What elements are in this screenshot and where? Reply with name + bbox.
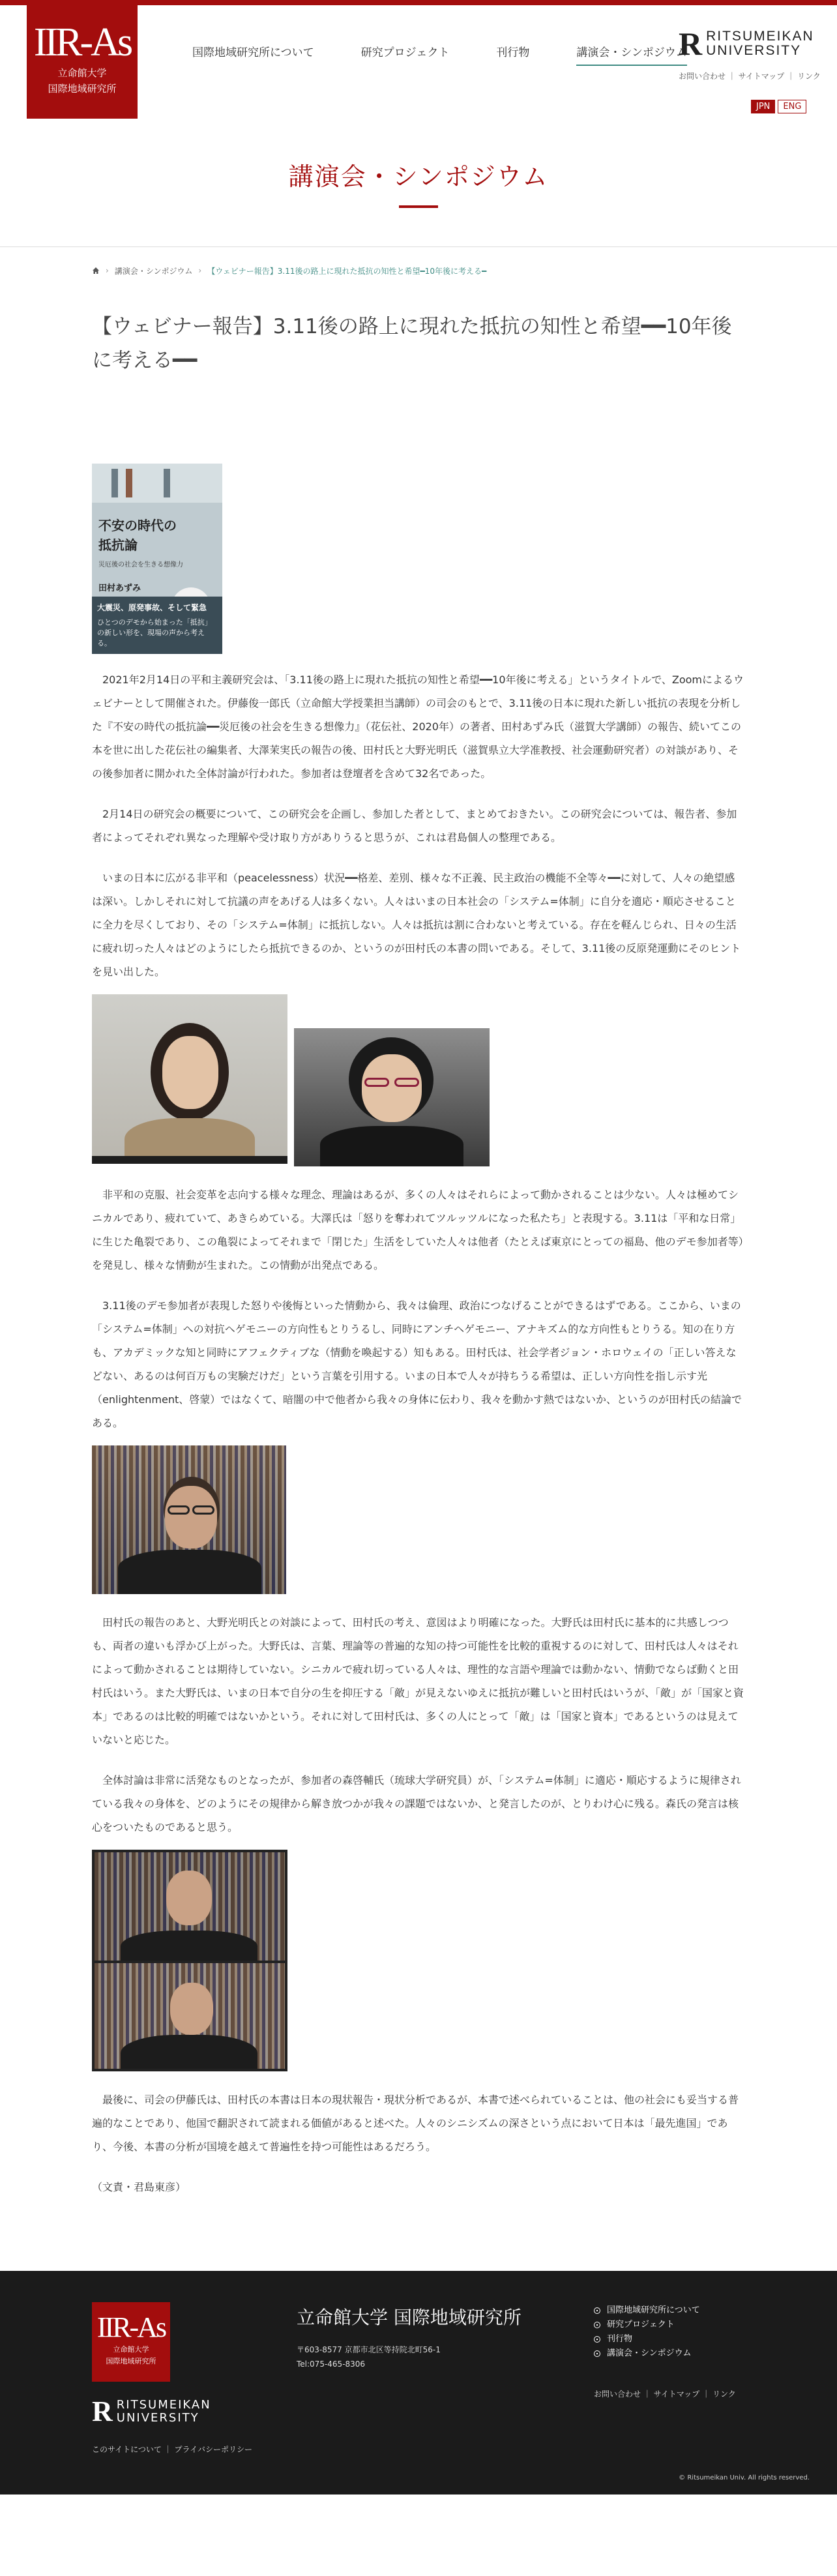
univ-words xyxy=(706,29,814,58)
webinar-photos-row xyxy=(92,994,744,1166)
cover-title-1: 不安の時代の xyxy=(98,518,177,533)
footer-nav-label: 講演会・シンポジウム xyxy=(607,2348,692,2358)
photo-face xyxy=(166,1871,212,1925)
footer-sublinks[interactable]: お問い合わせ ｜ サイトマップ ｜ リンク xyxy=(594,2390,736,2399)
site-logo[interactable] xyxy=(27,5,138,119)
footer-bottom-links[interactable]: このサイトについて ｜ プライバシーポリシー xyxy=(92,2445,252,2454)
article-paragraph: 田村氏の報告のあと、大野光明氏との対談によって、田村氏の考え、意図はより明確になった。大野氏は田村氏に基本的に共感しつつも、両者の違いも浮かび上がった。大野氏は、言葉、理論等の普遍的な知の持つ可能性を比較的重視するのに対して、田村氏は人々はそれによって動かされることは期待していない。シニカルで疲れ切っている人々は、理性的な言語や理論では動かない、情動でならば動くと田村氏はいう。また大野氏は、いまの日本で自分の生を抑圧する「敵」が見えないゆえに抵抗が難しいと田村氏はいうが、「敵」が「国家と資本」であるのは比較的明確ではないかという。それに対して田村氏は、多くの人にとって「敵」は「国家と資本」であるというのは見えていないと応じた。 xyxy=(92,1616,744,1746)
cover-author: 田村あずみ xyxy=(98,584,141,593)
breadcrumb xyxy=(0,247,837,284)
photo-face xyxy=(165,1486,217,1548)
article xyxy=(92,310,744,2199)
speaker-photo-pair xyxy=(92,1850,287,2071)
photo-body xyxy=(121,1931,257,1961)
r-logo-icon: R xyxy=(92,2395,113,2427)
speaker-photo-tamura xyxy=(92,994,287,1164)
site-header xyxy=(0,5,837,123)
article-paragraph: 非平和の克服、社会変革を志向する様々な理念、理論はあるが、多くの人々はそれらによって動かされることは少ない。人々は極めてシニカルであり、疲れていて、あきらめている。大澤氏は「怒りを奪われてツルッツルになった私たち」と表現する。3.11は「平和な日常」に生じた亀裂であり、この亀裂によってそれまで「閉じた」生活をしていた人々は他者（たとえば東京にとっての福島、他のデモ参加者等）を発見し、様々な情動が生まれた。この情動が出発点である。 xyxy=(92,1189,744,1271)
article-paragraph: 2021年2月14日の平和主義研究会は、「3.11後の路上に現れた抵抗の知性と希望━━10年後に考える」というタイトルで、Zoomによるウェビナーとして開催された。伊藤俊一郎氏（立命館大学授業担当講師）の司会のもとで、3.11後の日本に現れた新しい抵抗の表現を分析した『不安の時代の抵抗論━━災厄後の社会を生きる想像力』（花伝社、2020年）の著者、田村あずみ氏（滋賀大学講師）の報告、続いてこの本を世に出した花伝社の編集者、大澤茉実氏の報告の後、田村氏と大野光明氏（滋賀県立大学准教授、社会運動研究者）の対談があり、その後参加者に開かれた全体討論が行われた。参加者は登壇者を含めて32名であった。 xyxy=(92,674,744,780)
logo-line1: 立命館大学 xyxy=(57,67,107,79)
lang-eng-button[interactable]: ENG xyxy=(778,100,806,113)
copyright: © Ritsumeikan Univ. All rights reserved. xyxy=(679,2474,810,2481)
footer-nav-label: 刊行物 xyxy=(607,2334,633,2344)
circle-arrow-icon xyxy=(594,2322,600,2328)
article-title: 【ウェビナー報告】3.11後の路上に現れた抵抗の知性と希望━━10年後に考える━━ xyxy=(92,315,732,372)
circle-arrow-icon xyxy=(594,2336,600,2343)
footer-nav-label: 国際地域研究所について xyxy=(607,2305,700,2315)
photo-face xyxy=(162,1036,218,1109)
global-nav xyxy=(192,43,734,66)
univ-logo-mark xyxy=(679,25,814,62)
article-paragraph: 全体討論は非常に活発なものとなったが、参加者の森啓輔氏（琉球大学研究員）が、「システム=体制」に適応・順応するように規律されている我々の身体を、どのようにその規律から解き放つかが我々の課題ではないか、と発言したのが、とりわけ心に残る。森氏の発言は核心をついたものであると思う。 xyxy=(92,1774,741,1833)
article-paragraph: 最後に、司会の伊藤氏は、田村氏の本書は日本の現状報告・現状分析であるが、本書で述べられていることは、他の社会にも妥当する普遍的なことであり、他国で翻訳されて読まれる価値があると述べた。人々のシニシズムの深さという点において日本は「最先進国」であり、今後、本書の分析が国境を越えて普遍性を持つ可能性はあるだろう。 xyxy=(92,2094,739,2153)
article-credit: （文責・君島東彦） xyxy=(92,2181,186,2193)
language-switch xyxy=(751,100,806,113)
nav-item-lectures[interactable]: 講演会・シンポジウム xyxy=(576,43,686,66)
speaker-photo-ohno xyxy=(92,1445,286,1594)
footer-nav-item[interactable] xyxy=(594,2332,700,2347)
footer-logo-line2: 国際地域研究所 xyxy=(106,2357,156,2365)
page-title-section xyxy=(0,123,837,246)
cover-title xyxy=(98,516,177,555)
nav-item-about[interactable]: 国際地域研究所について xyxy=(192,46,314,59)
logo-mark: IIR-As xyxy=(33,20,131,65)
header-sublinks[interactable]: お問い合わせ ｜ サイトマップ ｜ リンク xyxy=(679,72,821,81)
circle-arrow-icon xyxy=(594,2350,600,2357)
page-title: 講演会・シンポジウム xyxy=(288,162,549,191)
photo-face xyxy=(362,1054,422,1122)
cover-figures xyxy=(92,464,222,503)
nav-item-publications[interactable]: 刊行物 xyxy=(496,46,530,59)
cover-subtitle: 災厄後の社会を生きる想像力 xyxy=(98,561,183,569)
photo-upper-panel xyxy=(95,1852,285,1961)
photo-body xyxy=(320,1126,463,1166)
glasses-right xyxy=(192,1505,214,1515)
photo-face xyxy=(170,1983,213,2035)
top-accent-bar xyxy=(0,0,837,5)
footer-university-logo[interactable] xyxy=(92,2397,211,2426)
footer-nav-item[interactable] xyxy=(594,2347,700,2361)
footer-univ-words-1: RITSUMEIKAN xyxy=(116,2398,211,2412)
cover-title-2: 抵抗論 xyxy=(98,537,138,553)
univ-words-1: RITSUMEIKAN xyxy=(706,29,814,44)
footer-logo[interactable] xyxy=(92,2302,170,2382)
footer-univ-words-2: UNIVERSITY xyxy=(116,2411,199,2425)
cover-band xyxy=(92,597,222,654)
footer-logo-line1: 立命館大学 xyxy=(113,2345,149,2354)
breadcrumb-lectures[interactable]: 講演会・シンポジウム xyxy=(114,266,193,276)
breadcrumb-separator: › xyxy=(198,266,202,275)
footer-tel: Tel:075-465-8306 xyxy=(297,2360,366,2369)
footer-nav-label: 研究プロジェクト xyxy=(607,2320,675,2330)
breadcrumb-current: 【ウェビナー報告】3.11後の路上に現れた抵抗の知性と希望━10年後に考える━ xyxy=(207,266,487,276)
footer-address: 〒603-8577 京都市北区等持院北町56-1 xyxy=(297,2345,441,2354)
article-paragraph: いまの日本に広がる非平和（peacelessness）状況━━格差、差別、様々な不正義、民主政治の機能不全等々━━に対して、人々の絶望感は深い。しかしそれに対して抗議の声をあげる人は多くない。人々はいまの日本社会の「システム=体制」に自分を適応・順応させることに全力を尽くしており、その「システム=体制」に抵抗しない。人々は抵抗は割に合わないと考えている。存在を軽んじられ、日々の生活に疲れ切った人々はどのようにしたら抵抗できるのか、というのが田村氏の本書の問いである。そして、3.11後の反原発運動にそのヒントを見い出した。 xyxy=(92,872,741,978)
footer-address-block xyxy=(297,2343,441,2371)
footer-univ-words xyxy=(117,2399,211,2425)
footer-nav-item[interactable] xyxy=(594,2303,700,2318)
photo-body xyxy=(121,2035,257,2069)
photo-body xyxy=(118,1550,261,1594)
speaker-photo-osawa xyxy=(294,1028,490,1166)
photo-lower-panel xyxy=(95,1961,285,2069)
university-logo[interactable] xyxy=(679,25,821,81)
logo-line2: 国際地域研究所 xyxy=(48,83,117,95)
univ-words-2: UNIVERSITY xyxy=(706,43,802,58)
book-cover-image xyxy=(92,464,222,654)
r-logo-icon: R xyxy=(679,25,703,62)
lang-jpn-button[interactable]: JPN xyxy=(751,100,775,113)
footer-nav-item[interactable] xyxy=(594,2318,700,2332)
glasses-left xyxy=(364,1078,389,1087)
site-footer xyxy=(0,2271,837,2495)
footer-logo-mark: IIR-As xyxy=(96,2311,166,2343)
glasses-left xyxy=(168,1505,190,1515)
nav-item-projects[interactable]: 研究プロジェクト xyxy=(360,46,450,59)
footer-institute-name: 立命館大学 国際地域研究所 xyxy=(297,2307,521,2328)
home-icon[interactable] xyxy=(92,267,100,274)
cover-band-text: ひとつのデモから始まった「抵抗」の新しい形を、現場の声から考える。 xyxy=(97,618,212,647)
circle-arrow-icon xyxy=(594,2307,600,2314)
article-paragraph: 2月14日の研究会の概要について、この研究会を企画し、参加した者として、まとめておきたい。この研究会については、報告者、参加者によってそれぞれ異なった理解や受け取り方がありうると思うが、これは君島個人の整理である。 xyxy=(92,808,737,844)
breadcrumb-separator: › xyxy=(106,266,109,275)
footer-nav xyxy=(594,2303,700,2361)
title-underline xyxy=(399,205,438,208)
zoom-toolbar xyxy=(92,1156,287,1164)
article-paragraph: 3.11後のデモ参加者が表現した怒りや後悔といった情動から、我々は倫理、政治につなげることができるはずである。ここから、いまの「システム=体制」への対抗ヘゲモニーの方向性もとりうるし、同時にアンチヘゲモニー、アナキズム的な方向性もとりうる。知の在り方も、アカデミックな知と同時にアフェクティブな（情動を喚起する）知もある。田村氏は、社会学者ジョン・ホロウェイの「正しい答えなどない、あるのは何百万もの実験だけだ」という言葉を引用する。いまの日本で人々が持ちうる希望は、正しい方向性を指し示す光（enlightenment、啓蒙）ではなくて、暗闇の中で他者から我々の身体に伝わり、我々を動かす熱ではないか、というのが田村氏の結論である。 xyxy=(92,1299,742,1429)
cover-band-title: 大震災、原発事故、そして緊急 xyxy=(97,603,207,612)
glasses-right xyxy=(394,1078,419,1087)
